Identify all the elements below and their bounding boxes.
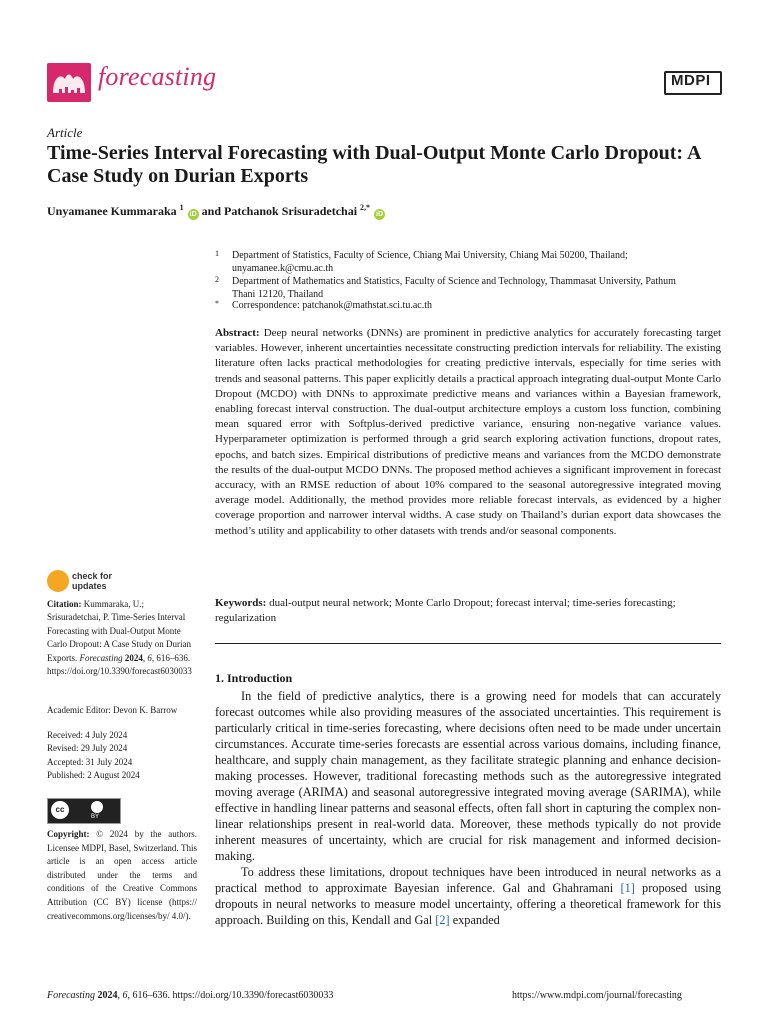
academic-editor: Academic Editor: Devon K. Barrow [47,705,178,715]
date-revised: Revised: 29 July 2024 [47,743,128,754]
journal-logo [47,63,91,102]
by-person-icon [91,801,103,813]
check-for-updates-button[interactable] [47,570,127,596]
section-heading: 1. Introduction [215,671,293,685]
check-updates-line: check for [72,571,113,581]
paragraph [215,864,721,928]
citation-label: Citation: [47,599,82,609]
orcid-icon[interactable]: iD [376,211,384,218]
footer-citation: Forecasting 2024, 6, 616–636. https://doi.org/10.3390/forecast6030033 [47,990,334,1001]
abstract [215,326,721,539]
paragraph-text: proposed using dropouts in neural networks to measure model uncertainty, offering a theoretical framework for this approach. Building on this, Kendall and Gal [215,881,722,927]
cc-by-license-badge[interactable] [47,798,121,824]
publisher-logo[interactable] [664,71,720,93]
keywords-label: Keywords: [215,597,267,609]
copyright-text: © 2024 by the authors. Licensee MDPI, Basel, Switzerland. This article is an open access article distributed under the terms and conditions of the Creative Commons Attribution (CC BY) license (https:// creativecommons.org/licenses/by/ 4.0/). [47,829,198,921]
journal-name[interactable]: forecasting [98,62,217,91]
footer-doi[interactable]: 616–636. https://doi.org/10.3390/forecast6030033 [132,990,334,1001]
affiliation-number: 1 [215,249,219,258]
author-connector: and [201,204,222,218]
article-title: Time-Series Interval Forecasting with Dual-Output Monte Carlo Dropout: A Case Study on Durian Exports [47,142,701,187]
affiliation [215,249,685,275]
date-received: Received: 4 July 2024 [47,730,128,740]
publisher-name: MDPI [671,72,711,89]
orcid-icon[interactable]: iD [189,211,197,218]
citation-journal: Forecasting [79,652,123,663]
date-accepted: Accepted: 31 July 2024 [47,756,133,767]
citation-volume: 6 [147,652,152,663]
correspondence-text: Correspondence: patchanok@mathstat.sci.tu.ac.th [232,300,432,311]
copyright [47,828,197,923]
citation-link[interactable]: [1] [620,881,635,895]
affiliation [215,275,685,301]
affiliation-number: 2 [215,275,219,284]
paragraph-text: expanded [452,913,500,927]
article-type: Article [47,125,83,140]
affiliation-text: Department of Statistics, Faculty of Science, Chiang Mai University, Chiang Mai 50200, Thailand; unyamanee.k@cmu.ac.th [232,250,628,274]
check-updates-line: updates [72,581,107,591]
keywords-text: dual-output neural network; Monte Carlo Dropout; forecast interval; time-series forecasting; regularization [215,597,676,625]
footer-volume: 6 [122,990,128,1001]
author-name[interactable]: Patchanok Srisuradetchai [224,204,358,218]
abstract-text: Deep neural networks (DNNs) are prominent in predictive analytics for accurately forecasting target variables. However, inherent uncertainties necessitate constructing prediction intervals for reliability. The existing literature often lacks practical methodologies for creating predictive intervals, especially for time series with trends and seasonal patterns. This paper explicitly details a practical approach integrating dual-output Monte Carlo Dropout (MCDO) with DNNs to approximate predictive means and variances within a Bayesian framework, enabling forecast interval construction. The dual-output architecture employs a custom loss function, combining mean squared error with Softplus-derived predictive variance, ensuring non-negative variance values. Hyperparameter optimization is performed through a grid search exploring activation functions, dropout rates, epochs, and batch sizes. Empirical distributions of predictive means and variances from the MCDO demonstrate the results of the dual-output MCDO DNNs. The proposed method achieves a significant improvement in forecast accuracy, with an RMSE reduction of about 10% compared to the seasonal autoregressive integrated moving average model. Additionally, the method provides more reliable forecast intervals, as evidenced by a higher coverage proportion and narrower interval widths. A case study on Thailand’s durian export data showcases the method’s utility and applicability to other datasets with trends and/or seasonal components. [215,327,722,537]
footer-year: 2024 [97,990,118,1001]
footer-journal-url[interactable]: https://www.mdpi.com/journal/forecasting [512,990,682,1001]
check-updates-icon [47,570,69,592]
author-list [47,203,547,220]
author-affiliation-mark: 1 [179,203,184,212]
citation: Citation: Kummaraka, U.; Srisuradetchai, P. Time-Series Interval Forecasting with Dual-Output Monte Carlo Dropout: A Case Study on Durian Exports. Forecasting 2024, 6, 616–636. https://doi.org/10.3390/forecast6030033 [47,599,192,677]
correspondence [215,299,685,312]
paragraph: In the field of predictive analytics, there is a growing need for models that can accurately forecast outcomes while also providing measures of the associated uncertainties. This requirement is particularly critical in time-series forecasting, where decisions often need to be made under uncertain circumstances. Accurate time-series forecasts are essential across various domains, including finance, healthcare, and supply chain management, as they facilitate strategic planning and enhance decision-making processes. However, traditional forecasting methods such as the autoregressive integrated moving average (ARIMA) and seasonal autoregressive integrated moving average (SARIMA), while effective in handling linear patterns and seasonal effects, often fall short in capturing the complex non-linear relationships present in real-world data. Moreover, these methods typically do not provide inherent measures of uncertainty, which are crucial for risk management and informed decision-making. [215,689,721,863]
citation-doi[interactable]: 616–636. https://doi.org/10.3390/forecast6030033 [47,652,192,677]
by-label: BY [90,814,99,820]
abstract-label: Abstract: [215,327,260,339]
footer-journal: Forecasting [47,990,95,1001]
body-text [215,688,721,928]
author-name[interactable]: Unyamanee Kummaraka [47,204,177,218]
date-published: Published: 2 August 2024 [47,770,140,781]
paragraph-text: To address these limitations, dropout techniques have been introduced in neural networks as a practical method to approximate Bayesian inference. Gal and Ghahramani [215,865,721,895]
check-updates-label [72,571,112,591]
cc-icon: cc [51,801,69,819]
citation-year: 2024 [124,652,143,663]
affiliation-number: * [215,299,219,308]
section-divider [215,643,721,644]
keywords [215,596,721,626]
author-affiliation-mark: 2,* [360,203,371,212]
copyright-label: Copyright: [47,829,90,839]
dates [47,729,197,783]
citation-text: Kummaraka, U.; Srisuradetchai, P. Time-Series Interval Forecasting with Dual-Output Monte Carlo Dropout: A Case Study on Durian Exports. [47,599,191,663]
citation-link[interactable]: [2] [435,913,450,927]
journal-logo-icon [47,63,91,102]
affiliation-text: Department of Mathematics and Statistics, Faculty of Science and Technology, Thammasat University, Pathum Thani 12120, Thailand [232,276,676,300]
